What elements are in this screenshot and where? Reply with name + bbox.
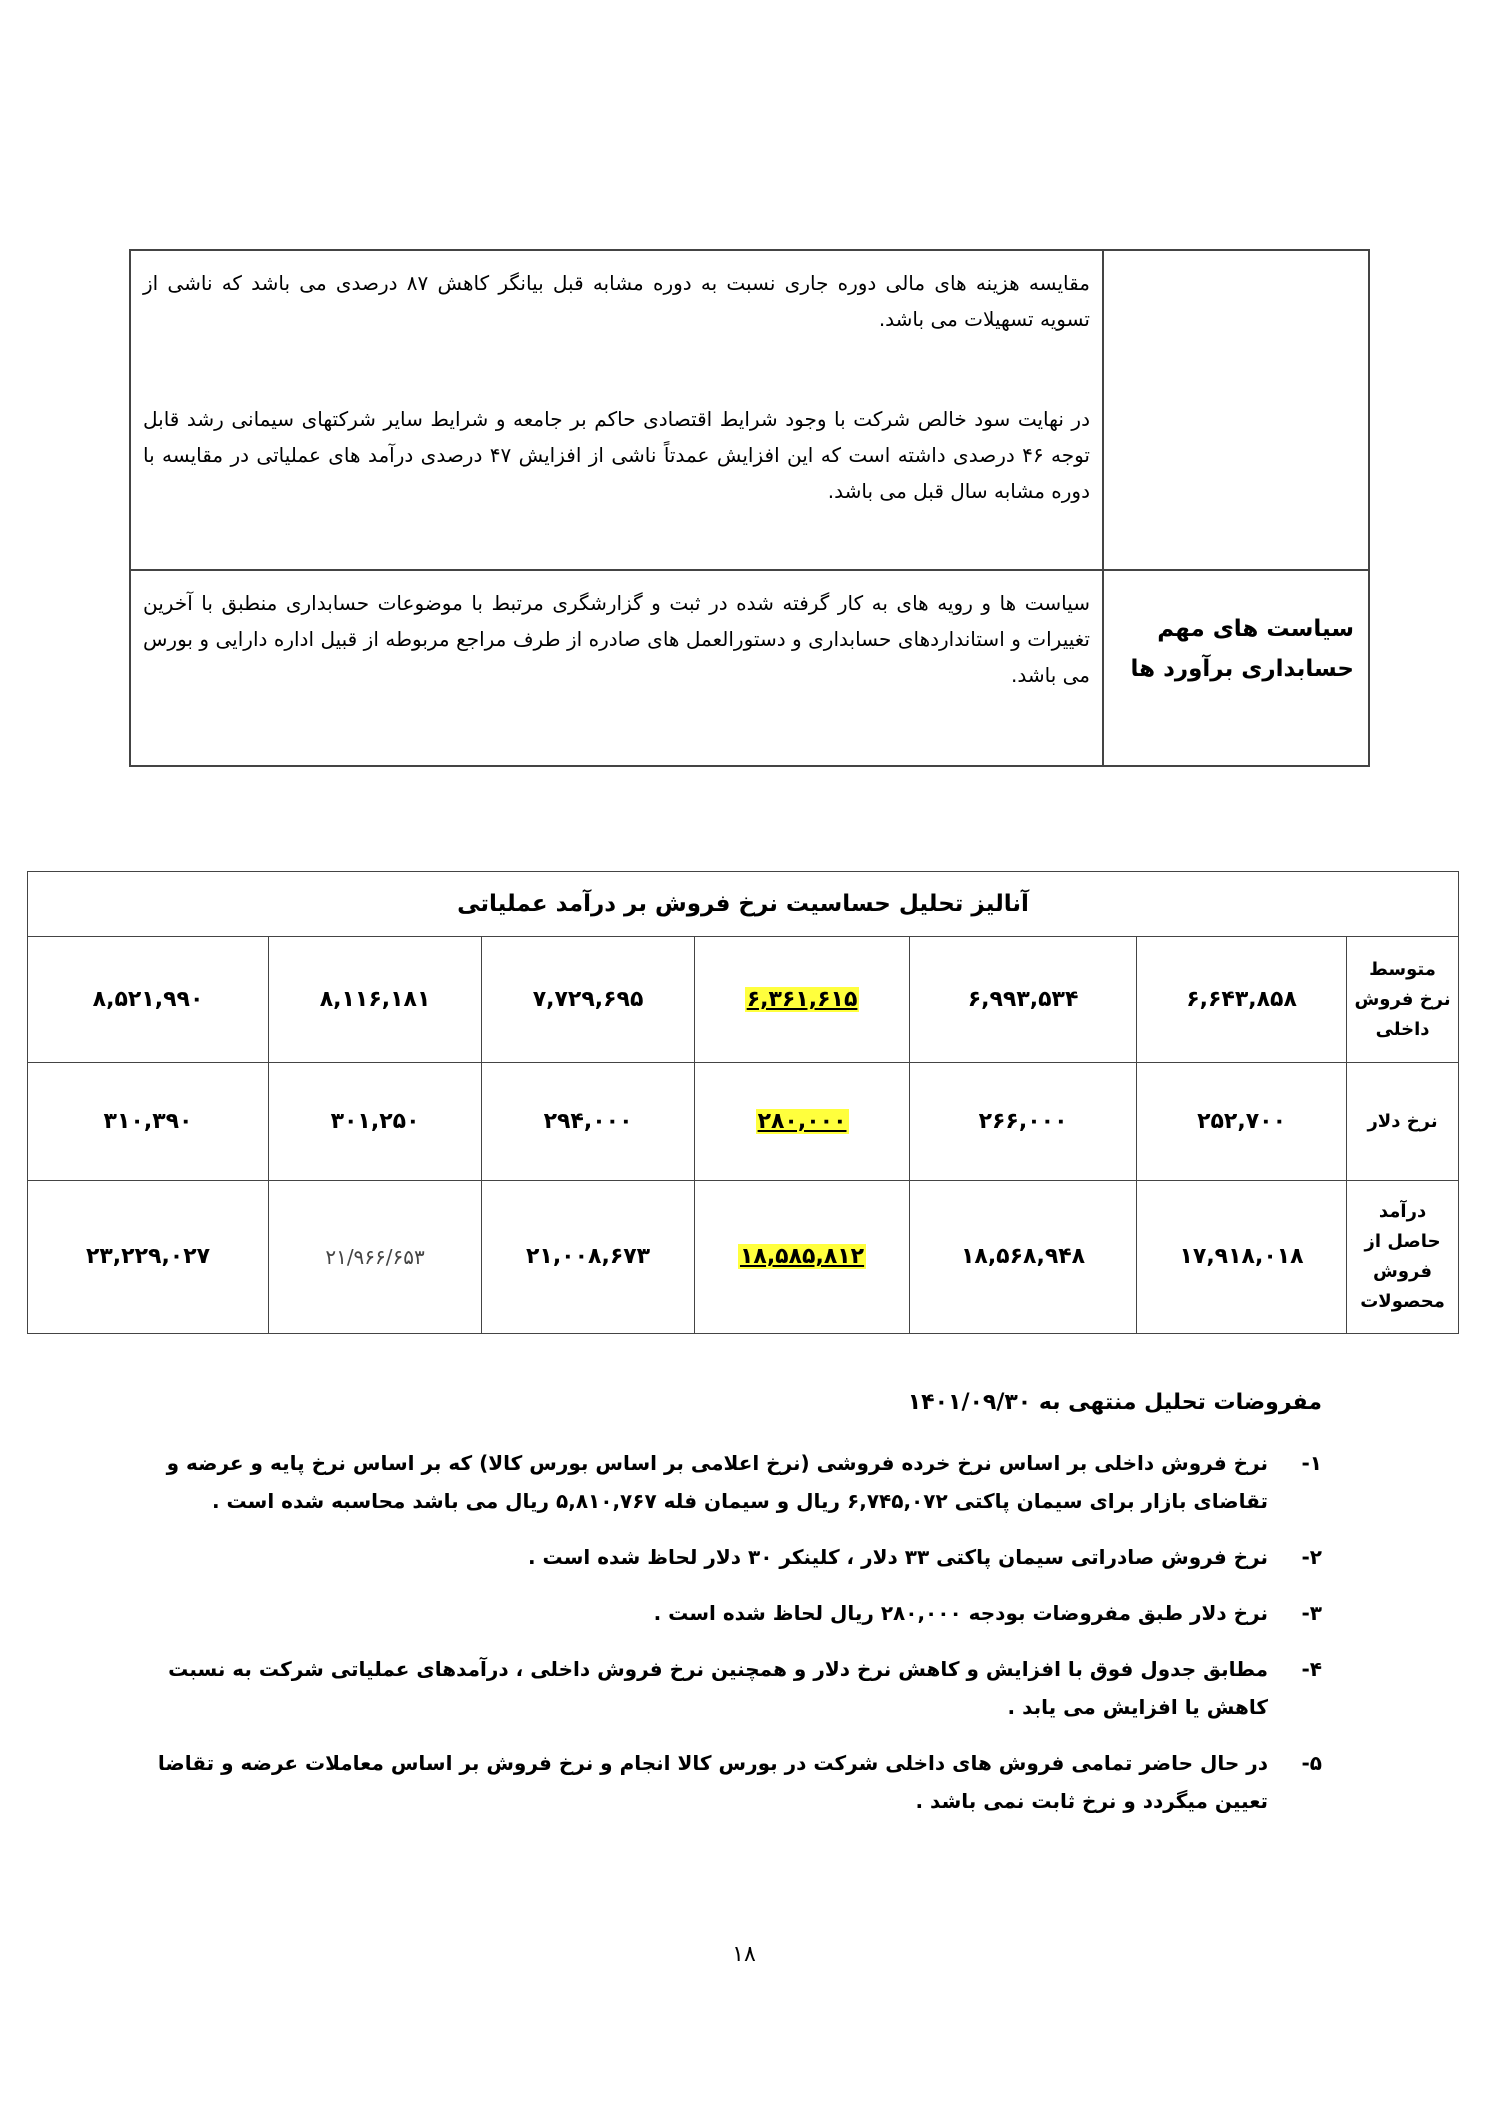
row-header: درآمد حاصل از فروش محصولات bbox=[1347, 1180, 1459, 1333]
accounting-policies-paragraph: سیاست ها و رویه های به کار گرفته شده در ثبت و گزارشگری مرتبط با موضوعات حسابداری منطبق با آخرین تغییرات و استانداردهای حسابداری و دستورالعمل های صادره از طرف مراجع مربوطه از قبیل اداره دارایی و بورس می باشد. bbox=[143, 591, 1090, 687]
table-cell: ۶,۶۴۳,۸۵۸ bbox=[1137, 937, 1347, 1063]
list-item bbox=[140, 1444, 1322, 1520]
page-number: ۱۸ bbox=[732, 1942, 756, 1967]
table-cell: ۸,۵۲۱,۹۹۰ bbox=[28, 937, 269, 1063]
table-cell: ۲۳,۲۲۹,۰۲۷ bbox=[28, 1180, 269, 1333]
table-row bbox=[28, 1180, 1459, 1333]
table-cell: ۸,۱۱۶,۱۸۱ bbox=[269, 937, 482, 1063]
table-cell-highlighted bbox=[695, 1063, 910, 1181]
table-cell: ۲۵۲,۷۰۰ bbox=[1137, 1063, 1347, 1181]
table-cell: ۳۰۱,۲۵۰ bbox=[269, 1063, 482, 1181]
item-number: ۲- bbox=[1301, 1545, 1322, 1569]
highlighted-value: ۱۸,۵۸۵,۸۱۲ bbox=[739, 1244, 865, 1270]
highlighted-value: ۲۸۰,۰۰۰ bbox=[757, 1109, 847, 1135]
sensitivity-analysis-table bbox=[27, 871, 1459, 1334]
list-item bbox=[140, 1744, 1322, 1820]
notes-row-text bbox=[130, 570, 1103, 766]
notes-row-label bbox=[1103, 570, 1369, 766]
assumptions-list bbox=[140, 1444, 1322, 1820]
item-text: نرخ دلار طبق مفروضات بودجه ۲۸۰,۰۰۰ ریال لحاظ شده است . bbox=[653, 1601, 1268, 1625]
item-number: ۳- bbox=[1301, 1601, 1322, 1625]
table-cell-highlighted bbox=[695, 1180, 910, 1333]
list-item bbox=[140, 1594, 1322, 1632]
table-cell: ۶,۹۹۳,۵۳۴ bbox=[910, 937, 1137, 1063]
item-number: ۵- bbox=[1301, 1751, 1322, 1775]
table-cell: ۲۶۶,۰۰۰ bbox=[910, 1063, 1137, 1181]
notes-row-label bbox=[1103, 250, 1369, 570]
table-row bbox=[28, 937, 1459, 1063]
list-item bbox=[140, 1538, 1322, 1576]
table-cell: ۲۹۴,۰۰۰ bbox=[482, 1063, 695, 1181]
table-cell-highlighted bbox=[695, 937, 910, 1063]
table-cell: ۱۸,۵۶۸,۹۴۸ bbox=[910, 1180, 1137, 1333]
table-cell: ۲۱/۹۶۶/۶۵۳ bbox=[269, 1180, 482, 1333]
assumptions-section bbox=[140, 1390, 1322, 1838]
item-text: در حال حاضر تمامی فروش های داخلی شرکت در بورس کالا انجام و نرخ فروش بر اساس معاملات عرضه و تقاضا تعیین میگردد و نرخ ثابت نمی باشد . bbox=[157, 1751, 1268, 1813]
assumptions-heading: مفروضات تحلیل منتهی به ۱۴۰۱/۰۹/۳۰ bbox=[907, 1390, 1322, 1415]
table-cell: ۳۱۰,۳۹۰ bbox=[28, 1063, 269, 1181]
item-text: نرخ فروش داخلی بر اساس نرخ خرده فروشی (نرخ اعلامی بر اساس بورس کالا) که بر اساس نرخ پایه و عرضه و تقاضای بازار برای سیمان پاکتی ۶,۷۴۵,۰۷۲ ریال و سیمان فله ۵,۸۱۰,۷۶۷ ریال می باشد محاسبه شده است . bbox=[166, 1451, 1268, 1513]
table-cell: ۷,۷۲۹,۶۹۵ bbox=[482, 937, 695, 1063]
row-header: متوسط نرخ فروش داخلی bbox=[1347, 937, 1459, 1063]
list-item bbox=[140, 1650, 1322, 1726]
financial-notes-table bbox=[129, 249, 1370, 767]
item-number: ۱- bbox=[1301, 1451, 1322, 1475]
net-profit-paragraph: در نهایت سود خالص شرکت با وجود شرایط اقتصادی حاکم بر جامعه و شرایط سایر شرکتهای سیمانی رشد قابل توجه ۴۶ درصدی داشته است که این افزایش عمدتاً ناشی از افزایش ۴۷ درصدی درآمد های عملیاتی در مقایسه با دوره مشابه سال قبل می باشد. bbox=[143, 407, 1090, 503]
notes-row-finance-costs bbox=[130, 250, 1369, 570]
notes-row-accounting-policies bbox=[130, 570, 1369, 766]
finance-cost-paragraph: مقایسه هزینه های مالی دوره جاری نسبت به دوره مشابه قبل بیانگر کاهش ۸۷ درصدی می باشد که ناشی از تسویه تسهیلات می باشد. bbox=[143, 271, 1090, 331]
accounting-policies-label: سیاست های مهم حسابداری برآورد ها bbox=[1130, 616, 1354, 682]
table-row bbox=[28, 1063, 1459, 1181]
highlighted-value: ۶,۳۶۱,۶۱۵ bbox=[746, 987, 858, 1013]
notes-row-text bbox=[130, 250, 1103, 570]
table-cell: ۱۷,۹۱۸,۰۱۸ bbox=[1137, 1180, 1347, 1333]
row-header: نرخ دلار bbox=[1347, 1063, 1459, 1181]
table-cell: ۲۱,۰۰۸,۶۷۳ bbox=[482, 1180, 695, 1333]
table-title: آنالیز تحلیل حساسیت نرخ فروش بر درآمد عملیاتی bbox=[28, 872, 1459, 937]
item-text: مطابق جدول فوق با افزایش و کاهش نرخ دلار و همچنین نرخ فروش داخلی ، درآمدهای عملیاتی شرکت به نسبت کاهش یا افزایش می یابد . bbox=[168, 1657, 1268, 1719]
item-number: ۴- bbox=[1301, 1657, 1322, 1681]
item-text: نرخ فروش صادراتی سیمان پاکتی ۳۳ دلار ، کلینکر ۳۰ دلار لحاظ شده است . bbox=[527, 1545, 1268, 1569]
